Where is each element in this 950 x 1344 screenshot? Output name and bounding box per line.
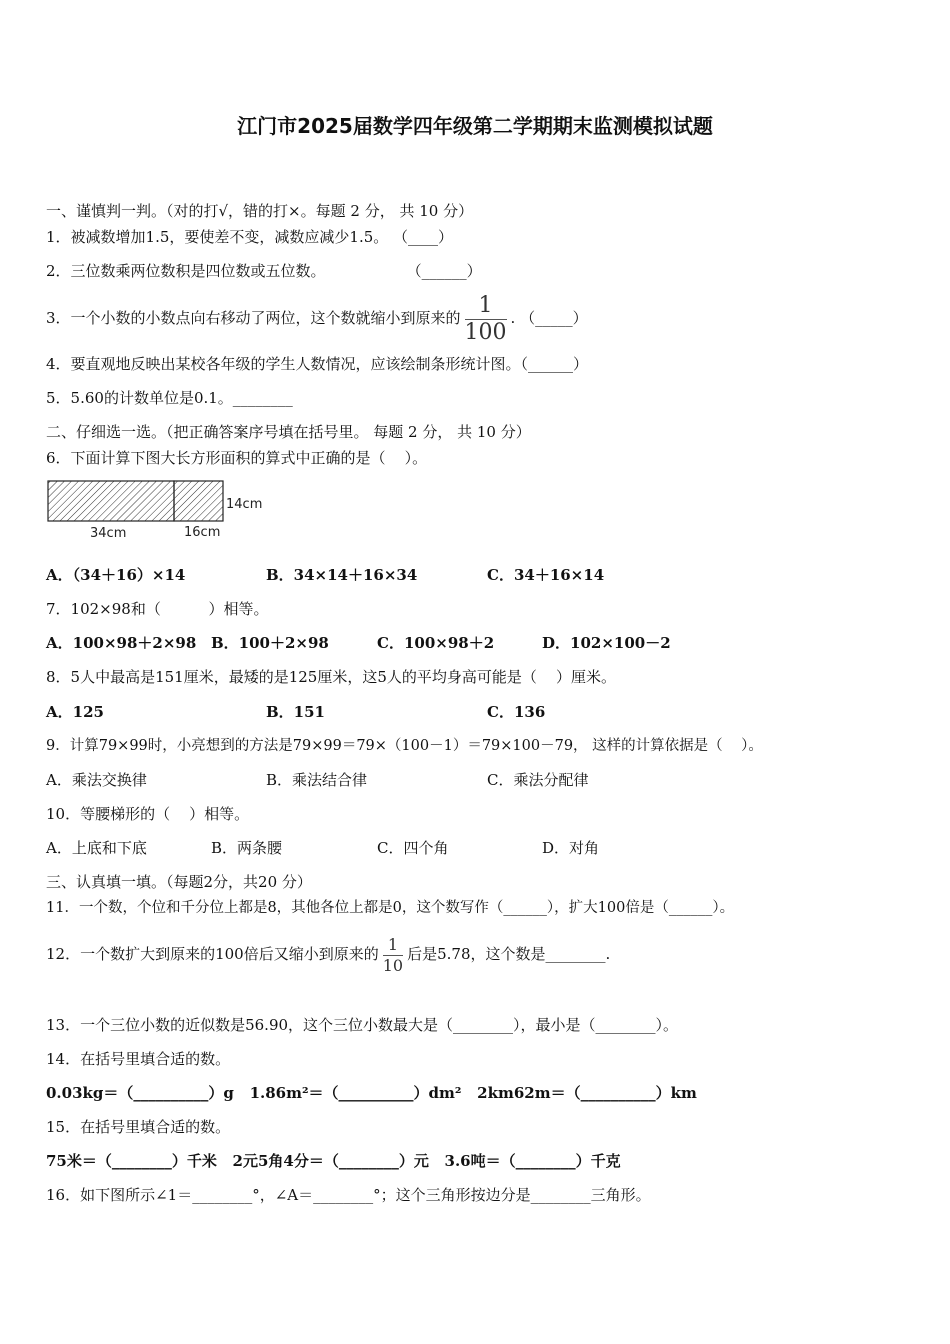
page-title: 江门市2025届数学四年级第二学期期末监测模拟试题: [237, 114, 713, 138]
question-7: 7．102×98和（ ）相等。: [46, 600, 269, 618]
question-13: 13．一个三位小数的近似数是56.90，这个三位小数最大是（________），最小是（________）。: [46, 1016, 679, 1034]
q6-option-a: A．（34＋16）×14: [46, 566, 186, 584]
q9-option-b: B．乘法结合律: [266, 771, 368, 789]
q10-option-a: A．上底和下底: [46, 839, 147, 857]
q9-option-a: A．乘法交换律: [46, 771, 147, 789]
q8-option-b: B．151: [266, 703, 325, 721]
fraction-one-tenth: [382, 934, 404, 975]
section1-header: 一、谨慎判一判。（对的打√，错的打×。每题 2 分， 共 10 分）: [46, 202, 474, 220]
q6-option-c: C．34＋16×14: [487, 566, 605, 584]
question-11: 11．一个数，个位和千分位上都是8，其他各位上都是0，这个数写作（______），扩大100倍是（______）。: [46, 900, 735, 916]
question-3-text: 3．一个小数的小数点向右移动了两位，这个数就缩小到原来的: [46, 309, 461, 327]
right-rectangle: [174, 481, 223, 521]
fraction-denominator: 100: [464, 319, 507, 345]
rectangle-figure: [46, 478, 286, 548]
question-8: 8．5人中最高是151厘米，最矮的是125厘米，这5人的平均身高可能是（ ）厘米。: [46, 668, 616, 686]
q10-option-c: C．四个角: [377, 839, 449, 857]
fraction-one-hundredth: [464, 292, 507, 345]
question-2: 2．三位数乘两位数积是四位数或五位数。 （______）: [46, 262, 482, 280]
question-16: 16．如下图所示∠1＝________°，∠A＝________°；这个三角形按边分是________三角形。: [46, 1186, 651, 1204]
q10-option-d: D．对角: [542, 839, 600, 857]
rectangle-diagram: [46, 478, 286, 548]
fraction-numerator: 1: [387, 934, 398, 954]
fraction-denominator: 10: [382, 955, 404, 975]
question-12-tail: 后是5.78，这个数是________.: [407, 945, 611, 963]
question-9: 9．计算79×99时，小亮想到的方法是79×99＝79×（100－1）＝79×100－79， 这样的计算依据是（ ）。: [46, 738, 763, 754]
left-width-label: 34cm: [90, 526, 127, 541]
question-14: 14．在括号里填合适的数。: [46, 1050, 231, 1068]
right-width-label: 16cm: [184, 525, 221, 540]
question-5: 5．5.60的计数单位是0.1。________: [46, 389, 293, 407]
q7-option-a: A．100×98＋2×98: [46, 634, 197, 652]
question-15: 15．在括号里填合适的数。: [46, 1118, 231, 1136]
q9-option-c: C．乘法分配律: [487, 771, 589, 789]
q7-option-b: B．100＋2×98: [211, 634, 329, 652]
section3-header: 三、认真填一填。（每题2分，共20 分）: [46, 873, 312, 891]
q7-option-c: C．100×98＋2: [377, 634, 495, 652]
q7-option-d: D．102×100－2: [542, 634, 671, 652]
question-1: 1．被减数增加1.5，要使差不变，减数应减少1.5。 （____）: [46, 228, 454, 246]
q6-option-b: B．34×14＋16×34: [266, 566, 418, 584]
fraction-numerator: 1: [478, 292, 493, 318]
section2-header: 二、仔细选一选。（把正确答案序号填在括号里。 每题 2 分， 共 10 分）: [46, 423, 531, 441]
question-10: 10．等腰梯形的（ ）相等。: [46, 805, 250, 823]
q8-option-a: A．125: [46, 703, 104, 721]
question-4: 4．要直观地反映出某校各年级的学生人数情况，应该绘制条形统计图。（______）: [46, 355, 589, 373]
question-12-text: 12．一个数扩大到原来的100倍后又缩小到原来的: [46, 945, 379, 963]
height-label: 14cm: [226, 497, 263, 512]
question-6: 6．下面计算下图大长方形面积的算式中正确的是（ ）。: [46, 449, 428, 467]
question-14-blanks: 0.03kg＝（__________）g 1.86m²＝（__________）dm² 2km62m＝（__________）km: [46, 1084, 697, 1102]
q10-option-b: B．两条腰: [211, 839, 283, 857]
q8-option-c: C．136: [487, 703, 546, 721]
question-12: [46, 930, 610, 978]
question-3-tail: . （_____）: [510, 309, 588, 327]
left-rectangle: [48, 481, 174, 521]
question-15-blanks: 75米＝（________）千米 2元5角4分＝（________）元 3.6吨＝（________）千克: [46, 1152, 621, 1170]
question-3: [46, 292, 588, 344]
